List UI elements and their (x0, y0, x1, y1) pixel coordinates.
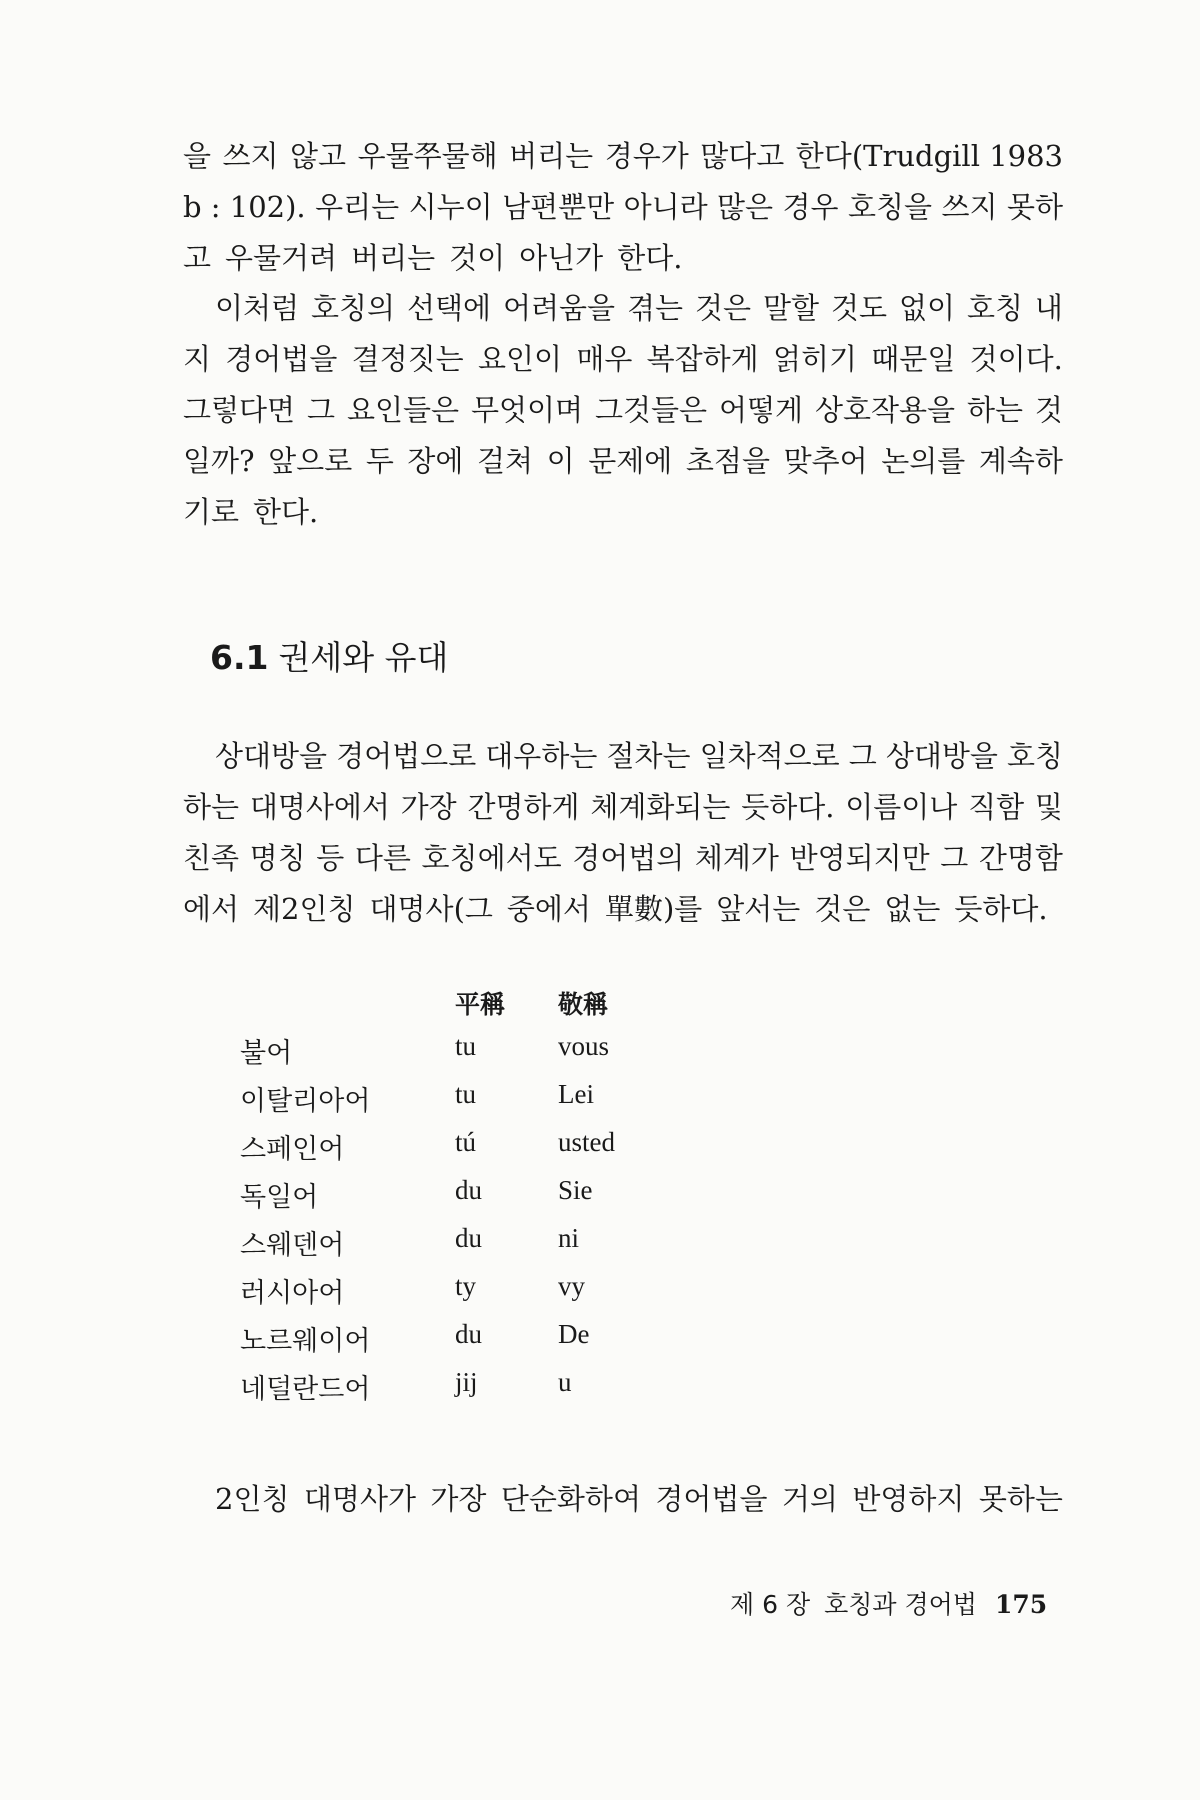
honorific-form-cell: u (558, 1367, 572, 1397)
word: 상호작용을 (814, 393, 956, 427)
honorific-form-cell: vy (558, 1271, 585, 1301)
word: 그 (848, 739, 877, 773)
word: 것은 (814, 892, 871, 926)
word: 호칭 (1006, 739, 1063, 773)
honorific-form-cell: ni (558, 1223, 580, 1253)
word: 없이 (898, 291, 955, 325)
chapter-title: 호칭과 경어법 (824, 1590, 977, 1619)
word: 그렇다면 (183, 393, 296, 427)
word: 복잡하게 (646, 342, 759, 376)
word: 버리는 (509, 139, 594, 173)
text-line (183, 241, 1063, 275)
text-line (183, 139, 1063, 173)
word: 쓰지 (941, 190, 998, 224)
word: 호칭 (966, 291, 1023, 325)
plain-form-cell: du (455, 1223, 482, 1253)
word: 우물거려 (225, 241, 338, 275)
word: 우물쭈물해 (357, 139, 498, 173)
word: b : 102). (183, 190, 306, 224)
text-line (183, 841, 1063, 875)
word: 대명사가 (303, 1482, 416, 1516)
word: 많다고 (700, 139, 785, 173)
plain-form-cell: tu (455, 1031, 477, 1061)
word: 대명사(그 (369, 892, 493, 926)
language-cell: 불어 (240, 1038, 293, 1069)
text-line (215, 739, 1063, 773)
word: 체계화되는 (590, 790, 731, 824)
word: 제2인칭 (253, 892, 356, 926)
word: 앞으로 (268, 444, 353, 478)
text-line (215, 291, 1063, 325)
word: 단순화하여 (500, 1482, 641, 1516)
text-line (183, 190, 1063, 224)
honorific-form-cell: Lei (558, 1079, 594, 1109)
word: 것이다. (969, 342, 1063, 376)
word: 일까? (183, 444, 255, 478)
language-cell: 노르웨이어 (240, 1326, 371, 1357)
word: 이름이나 (845, 790, 958, 824)
table-row (240, 1079, 740, 1119)
word: 것 (1034, 393, 1063, 427)
word: 요인이 (477, 342, 563, 376)
plain-form-cell: du (455, 1175, 482, 1205)
honorific-form-cell: usted (558, 1127, 615, 1157)
table-header-cell: 平稱 (455, 990, 506, 1019)
word: 장에 (407, 444, 464, 478)
table-header-row (240, 985, 740, 1025)
word: 등 (316, 841, 345, 875)
word: 그 (307, 393, 336, 427)
word: 에서 (183, 892, 240, 926)
word: 그 (940, 841, 969, 875)
plain-form-cell: tu (455, 1079, 477, 1109)
section-heading (210, 632, 448, 679)
word: 아닌가 (519, 241, 604, 275)
word: 호칭을 (847, 190, 933, 224)
text-line (183, 892, 1063, 926)
word: 절차는 (606, 739, 691, 773)
plain-form-cell: du (455, 1319, 482, 1349)
word: 얽히기 (772, 342, 858, 376)
running-footer (730, 1585, 1047, 1621)
word: 체계가 (694, 841, 779, 875)
word: 맞추어 (783, 444, 868, 478)
word: 앞서는 (716, 892, 801, 926)
word: 호칭의 (311, 291, 396, 325)
word: 어려움을 (503, 291, 616, 325)
word: 다른 (354, 841, 411, 875)
word: 친족 (183, 841, 240, 875)
word: 때문일 (871, 342, 956, 376)
word: 반영하지 (852, 1482, 965, 1516)
text-line (215, 1482, 1063, 1516)
word: 기로 (183, 495, 240, 529)
language-cell: 러시아어 (240, 1278, 345, 1309)
word: 계속하 (978, 444, 1063, 478)
word: 초점을 (685, 444, 770, 478)
word: 쓰지 (222, 139, 279, 173)
table-row (240, 1175, 740, 1215)
language-cell: 스페인어 (240, 1134, 345, 1165)
word: 무엇이며 (470, 393, 584, 427)
honorific-form-cell: vous (558, 1031, 610, 1061)
word: 일차적으로 (699, 739, 840, 773)
text-line (183, 444, 1063, 478)
table-row (240, 1271, 740, 1311)
word: 두 (365, 444, 394, 478)
table-row (240, 1319, 740, 1359)
text-line (183, 790, 1063, 824)
word: 상대방을 (885, 739, 998, 773)
word: 거의 (781, 1482, 838, 1516)
word: 논의를 (881, 444, 966, 478)
word: 한다(Trudgill 1983 (795, 139, 1063, 173)
word: 어떻게 (718, 393, 803, 427)
language-cell: 독일어 (240, 1182, 319, 1213)
word: 것은 (695, 291, 752, 325)
word: 대우하는 (485, 739, 598, 773)
plain-form-cell: jij (455, 1367, 478, 1397)
text-line (183, 342, 1063, 376)
word: 명칭 (249, 841, 306, 875)
word: 한다. (253, 495, 319, 529)
chapter-label: 제 6 장 (730, 1590, 811, 1619)
word: 경우 (782, 190, 839, 224)
word: 못하 (1006, 190, 1063, 224)
word: 가장 (400, 790, 457, 824)
word: 경어법의 (572, 841, 685, 875)
word: 이 (546, 444, 575, 478)
plain-form-cell: tú (455, 1127, 477, 1157)
page-number: 175 (994, 1590, 1048, 1619)
word: 것이 (449, 241, 506, 275)
word: 선택에 (407, 291, 492, 325)
word: 문제에 (588, 444, 673, 478)
word: 2인칭 (215, 1482, 290, 1516)
word: 아니라 (623, 190, 708, 224)
word: 경어법을 (225, 342, 338, 376)
word: 하는 (183, 790, 240, 824)
word: 듯하다. (741, 790, 835, 824)
language-cell: 네덜란드어 (240, 1374, 371, 1405)
word: 대명사에서 (249, 790, 390, 824)
section-title: 권세와 유대 (278, 638, 449, 677)
word: 중에서 (506, 892, 591, 926)
word: 많은 (717, 190, 774, 224)
section-number: 6.1 (210, 638, 269, 677)
table-row (240, 1031, 740, 1071)
word: 지 (183, 342, 212, 376)
word: 듯하다. (954, 892, 1048, 926)
word: 못하는 (978, 1482, 1063, 1516)
language-cell: 스웨덴어 (240, 1230, 345, 1261)
table-row (240, 1223, 740, 1263)
plain-form-cell: ty (455, 1271, 477, 1301)
word: 이처럼 (215, 291, 300, 325)
word: 없는 (884, 892, 941, 926)
text-line (183, 393, 1063, 427)
word: 요인들은 (346, 393, 460, 427)
word: 결정짓는 (351, 342, 464, 376)
word: 간명함 (978, 841, 1063, 875)
word: 경우가 (604, 139, 689, 173)
table-header-cell: 敬稱 (558, 990, 609, 1019)
word: 호칭에서도 (421, 841, 562, 875)
word: 반영되지만 (789, 841, 930, 875)
word: 않고 (290, 139, 347, 173)
word: 가장 (430, 1482, 487, 1516)
word: 을 (183, 139, 212, 173)
word: 單數)를 (604, 892, 703, 926)
word: 매우 (576, 342, 633, 376)
honorific-form-cell: Sie (558, 1175, 593, 1205)
word: 우리는 (315, 190, 400, 224)
word: 그것들은 (594, 393, 708, 427)
word: 간명하게 (467, 790, 580, 824)
language-cell: 이탈리아어 (240, 1086, 371, 1117)
word: 겪는 (627, 291, 684, 325)
word: 한다. (617, 241, 683, 275)
word: 고 (183, 241, 212, 275)
table-row (240, 1127, 740, 1167)
word: 경어법으로 (336, 739, 477, 773)
word: 말할 (762, 291, 820, 325)
word: 내 (1034, 291, 1063, 325)
word: 경어법을 (655, 1482, 768, 1516)
word: 및 (1034, 790, 1063, 824)
word: 시누이 (408, 190, 493, 224)
word: 것도 (830, 291, 887, 325)
honorific-form-cell: De (558, 1319, 590, 1349)
word: 걸쳐 (477, 444, 534, 478)
word: 직함 (968, 790, 1025, 824)
word: 버리는 (351, 241, 436, 275)
word: 하는 (966, 393, 1023, 427)
text-line (183, 495, 1063, 529)
word: 상대방을 (215, 739, 328, 773)
table-row (240, 1367, 740, 1407)
word: 남편뿐만 (502, 190, 615, 224)
